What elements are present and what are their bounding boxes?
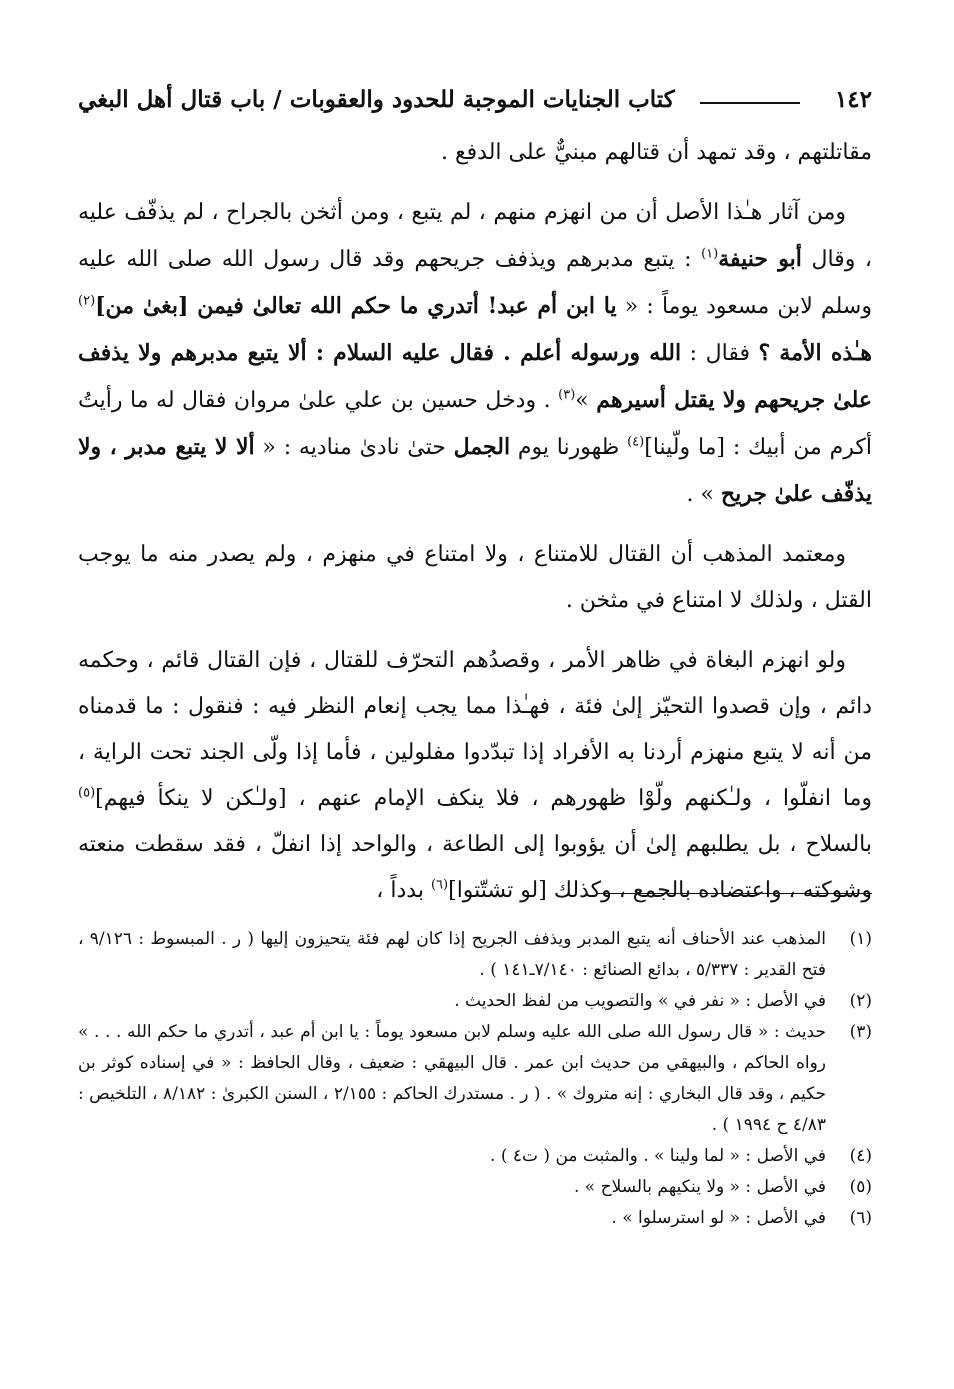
footnote-number: (٣) — [849, 1022, 872, 1042]
footnote-ref[interactable]: (٣) — [558, 387, 576, 403]
text-run: فقال : — [681, 341, 759, 366]
footnotes — [78, 924, 872, 1234]
footnote-number: (١) — [849, 929, 872, 949]
hadith-text: الله ورسوله أعلم . فقال عليه السلام : ألا يتبع مدبرهم ولا يذفف علىٰ جريحهم ولا يقتل أسيرهم — [78, 340, 872, 413]
text-run: : يتبع مدبرهم ويذفف جريحهم وقد قال رسول الله صلى الله عليه وسلم لابن مسعود يوماً : « — [78, 247, 872, 319]
footnote-text: في الأصل : « ولا ينكيهم بالسلاح » . — [574, 1177, 826, 1197]
footnote-text: في الأصل : « لما ولينا » . والمثبت من ( ت٤ ) . — [490, 1146, 826, 1166]
footnote-ref[interactable]: (١) — [701, 246, 719, 262]
footnote-number: (٦) — [849, 1208, 872, 1228]
footnote-ref[interactable]: (٤) — [627, 434, 645, 450]
footnote — [78, 1203, 872, 1234]
page-number: ١٤٢ — [834, 86, 872, 113]
text-run: بالسلاح ، بل يطلبهم إلىٰ أن يؤوبوا إلى الطاعة ، والواحد إذا انفلّ ، فقد سقطت منعته وشوكته ، واعتضاده بالجمع ، وكذلك [لو تشتّتوا] — [78, 832, 872, 903]
footnote — [78, 1172, 872, 1203]
paragraph — [78, 190, 872, 518]
paragraph-text: ومعتمد المذهب أن القتال للامتناع ، ولا امتناع في منهزم ، ولم يصدر منه ما يوجب القتل ، ولذلك لا امتناع في مثخن . — [78, 542, 872, 613]
header-rule — [700, 102, 800, 104]
text-run: ظهورنا يوم — [510, 435, 628, 460]
footnote — [78, 1141, 872, 1172]
text-run: » . — [686, 482, 721, 507]
paragraph-continuation — [78, 130, 872, 176]
footnote — [78, 1017, 872, 1141]
paragraph — [78, 532, 872, 624]
running-title: كتاب الجنايات الموجبة للحدود والعقوبات / باب قتال أهل البغي — [78, 86, 675, 113]
main-text — [78, 130, 872, 928]
footnote-text: حديث : « قال رسول الله صلى الله عليه وسلم لابن مسعود يوماً : يا ابن أم عبد ، أتدري ما حكم الله . . . » رواه الحاكم ، والبيهقي من حديث ابن عمر . قال البيهقي : ضعيف ، وقال الحافظ : « في إسناده كوثر بن حكيم ، وقد قال البخاري : إنه متروك » . ( ر . مستدرك الحاكم : ٢/١٥٥ ، السنن الكبرىٰ : ٨/١٨٢ ، التلخيص : ٤/٨٣ ح ١٩٩٤ ) . — [78, 1022, 827, 1135]
hadith-text: يا ابن أم عبد! أتدري ما حكم الله تعالىٰ فيمن [بغىٰ من] — [95, 293, 617, 319]
bold-name: أبو حنيفة — [718, 246, 802, 272]
footnote-ref[interactable]: (٦) — [430, 877, 449, 893]
text-run: ومن آثار هـٰذا الأصل أن من انهزم منهم ، لم يتبع ، ومن أثخن بالجراح ، لم يذفّف عليه ، وقال — [78, 200, 873, 272]
bold-name: الجمل — [453, 434, 511, 460]
hadith-text: هـٰذه الأمة ؟ — [758, 340, 872, 366]
footnote-text: في الأصل : « لو استرسلوا » . — [611, 1208, 826, 1228]
text-run: حتىٰ نادىٰ مناديه : « — [254, 435, 454, 460]
paragraph-text: مقاتلتهم ، وقد تمهد أن قتالهم مبنيٌّ على الدفع . — [440, 140, 872, 165]
footnote-ref[interactable]: (٥) — [78, 785, 96, 801]
footnote-number: (٤) — [849, 1146, 872, 1166]
text-run: بدداً ، — [376, 878, 431, 903]
footnote — [78, 986, 872, 1017]
footnote-text: في الأصل : « نفر في » والتصويب من لفظ الحديث . — [454, 991, 826, 1011]
footnote-separator — [598, 893, 872, 894]
text-run: » — [575, 388, 597, 413]
footnote-text: المذهب عند الأحناف أنه يتبع المدبر ويذفف الجريح إذا كان لهم فئة يتحيزون إليها ( ر . المبسوط : ٩/١٢٦ ، فتح القدير : ٥/٣٣٧ ، بدائع الصنائع : ٧/١٤٠ـ١٤١ ) . — [78, 929, 826, 980]
page-header — [78, 80, 872, 120]
paragraph — [78, 638, 872, 914]
footnote — [78, 924, 872, 986]
text-run: ولو انهزم البغاة في ظاهر الأمر ، وقصدُهم التحرّف للقتال ، فإن القتال قائم ، وحكمه دائم ، وإن قصدوا التحيّز إلىٰ فئة ، فهـٰذا مما يجب إنعام النظر فيه : فنقول : ما قدمناه من أنه لا يتبع منهزم أردنا به الأفراد إذا تبدّدوا مفلولين ، فأما إذا ولّى الجند تحت الراية ، وما انفلّوا ، ولـٰكنهم ولّوْا ظهورهم ، فلا ينكف الإمام عنهم ، [ولـٰكن لا ينكأ فيهم] — [78, 648, 872, 811]
text-run: . ودخل حسين بن علي علىٰ مروان فقال له ما رأيتُ أكرم من أبيك : [ما ولّينا] — [78, 388, 872, 460]
footnote-ref[interactable]: (٢) — [78, 293, 96, 309]
hadith-text: ألا لا يتبع مدبر ، ولا يذفّف علىٰ جريح — [78, 434, 872, 507]
footnote-number: (٥) — [849, 1177, 872, 1197]
footnote-number: (٢) — [849, 991, 872, 1011]
